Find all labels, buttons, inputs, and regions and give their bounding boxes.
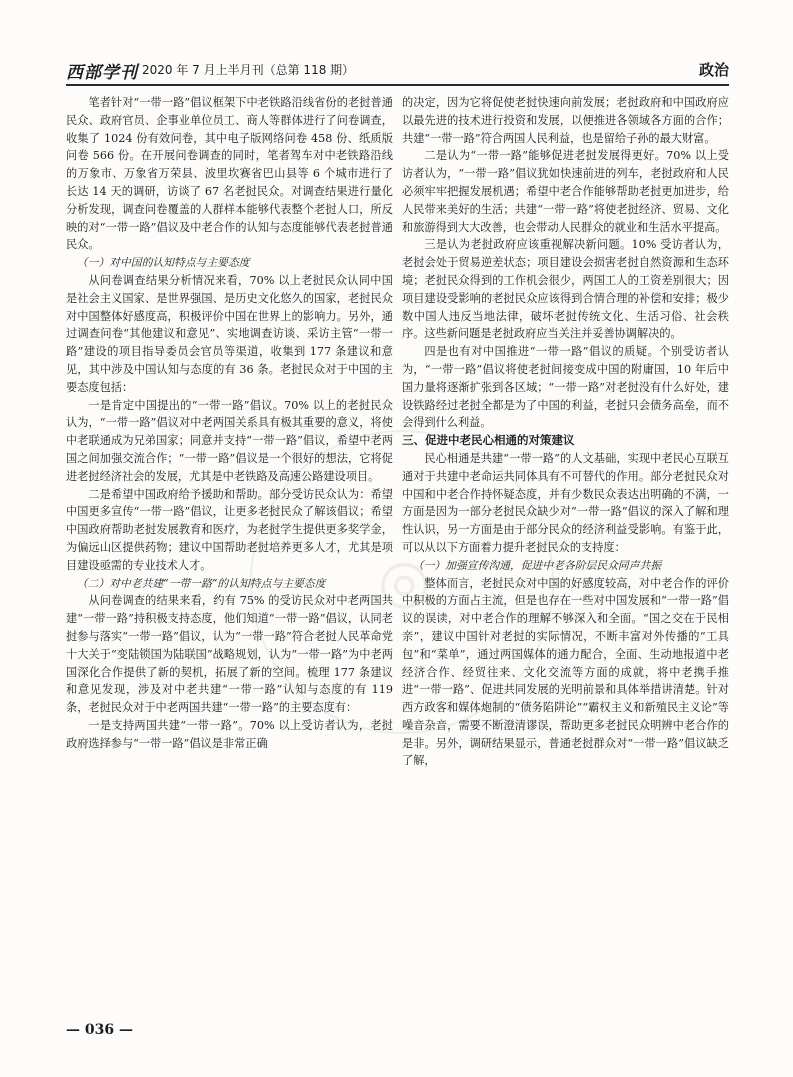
body-paragraph: 二是认为“一带一路”能够促进老挝发展得更好。70% 以上受访者认为，“一带一路”倡议犹如快速前进的列车，老挝政府和人民必须牢牢把握发展机遇；希望中老合作能够帮助老挝更加进步，给人民带来美好的生活；共建“一带一路”将使老挝经济、贸易、文化和旅游得到大大改善，也会带动人民群众的就业和生活水平提高。: [402, 149, 729, 234]
subsection-heading: （一）加强宣传沟通，促进中老各阶层民众同声共振: [412, 558, 662, 572]
subsection-heading: （一）对中国的认知特点与主要态度: [76, 256, 250, 270]
issue-info: 2020 年 7 月上半月刊（总第 118 期）: [142, 63, 355, 77]
header-rule: [66, 84, 729, 86]
body-paragraph: 三是认为老挝政府应该重视解决新问题。10% 受访者认为，老挝会处于贸易逆差状态；项目建设会损害老挝自然资源和生态环境；老挝民众得到的工作机会很少，两国工人的工资差别很大；因项目建设受影响的老挝民众应该得到合情合理的补偿和安排；极少数中国人违反当地法律，破坏老挝传统文化、生活习俗、社会秩序。这些新问题是老挝政府应当关注并妥善协调解决的。: [402, 238, 729, 341]
subsection-heading: （二）对中老共建“一带一路”的认知特点与主要态度: [76, 576, 326, 590]
section-label: 政治: [698, 61, 729, 79]
journal-logo: 西部学刊: [66, 63, 138, 83]
page-number: — 036 —: [66, 1022, 133, 1038]
body-paragraph: 整体而言，老挝民众对中国的好感度较高，对中老合作的评价中积极的方面占主流，但是也存在一些对中国发展和“一带一路”倡议的误读，对中老合作的理解不够深入和全面。“国之交在于民相亲”，建议中国针对老挝的实际情况，不断丰富对外传播的“工具包”和“菜单”，通过两国媒体的通力配合，全面、生动地报道中老经济合作、经贸往来、文化交流等方面的成就，将中老携手推进“一带一路”、促进共同发展的光明前景和具体举措讲清楚。针对西方政客和媒体炮制的“债务陷阱论”“霸权主义和新殖民主义论”等噪音杂音，需要不断澄清谬误，帮助更多老挝民众明辨中老合作的是非。另外，调研结果显示，普通老挝群众对“一带一路”倡议缺乏了解，: [402, 576, 729, 768]
body-paragraph: 四是也有对中国推进“一带一路”倡议的质疑。个别受访者认为，“一带一路”倡议将使老挝间接变成中国的附庸国，10 年后中国力量将逐渐扩张到各区域；“一带一路”对老挝没有什么好处，建设铁路经过老挝全都是为了中国的利益，老挝只会债务高垒，而不会得到什么利益。: [402, 345, 729, 430]
left-column: [66, 94, 393, 1024]
right-column: [402, 94, 729, 1024]
page-header: [66, 58, 729, 82]
body-paragraph: 从问卷调查的结果来看，约有 75% 的受访民众对中老两国共建“一带一路”持积极支持态度，他们知道“一带一路”倡议，认同老挝参与落实“一带一路”倡议，认为“一带一路”符合老挝人民革命党十大关于“变陆锁国为陆联国”战略规划，认为“一带一路”为中老两国深化合作提供了新的契机，拓展了新的空间。梳理 177 条建议和意见发现，涉及对中老共建“一带一路”认知与态度的有 119 条，老挝民众对于中老两国共建“一带一路”的主要态度有：: [66, 594, 393, 715]
body-paragraph: 民心相通是共建“一带一路”的人文基础，实现中老民心互联互通对于共建中老命运共同体具有不可替代的作用。部分老挝民众对中国和中老合作持怀疑态度，并有少数民众表达出明确的不满，一方面是因为一部分老挝民众缺少对“一带一路”倡议的深入了解和理性认识，另一方面是由于部分民众的经济利益受影响。有鉴于此，可以从以下方面着力提升老挝民众的支持度：: [402, 451, 729, 554]
body-paragraph: 的决定，因为它将促使老挝快速向前发展；老挝政府和中国政府应以最先进的技术进行投资和发展，以便推进各领域各方面的合作；共建“一带一路”符合两国人民利益，也是留给子孙的最大财富。: [402, 96, 729, 145]
body-paragraph: 从问卷调查结果分析情况来看，70% 以上老挝民众认同中国是社会主义国家、是世界强国、是历史文化悠久的国家，老挝民众对中国整体好感度高，积极评价中国在世界上的影响力。另外，通过调查问卷“其他建议和意见”、实地调查访谈、采访主管“一带一路”建设的项目指导委员会官员等渠道，收集到 177 条建议和意见，其中涉及中国认知与态度的有 36 条。老挝民众对于中国的主要态度包括：: [66, 273, 393, 394]
body-paragraph: 笔者针对“一带一路”倡议框架下中老铁路沿线省份的老挝普通民众、政府官员、企事业单位员工、商人等群体进行了问卷调查，收集了 1024 份有效问卷，其中电子版网络问卷 458 份、纸质版问卷 566 份。在开展问卷调查的同时，笔者驾车对中老铁路沿线的万象市、万象省万荣县、波里坎赛省巴山县等 6 个城市进行了长达 14 天的调研，访谈了 67 名老挝民众。对调查结果进行量化分析发现，调查问卷覆盖的人群样本能够代表整个老挝人口，所反映的对“一带一路”倡议及中老合作的认知与态度能够代表老挝普通民众。: [66, 96, 393, 252]
body-paragraph: 二是希望中国政府给予援助和帮助。部分受访民众认为：希望中国更多宣传“一带一路”倡议，让更多老挝民众了解该倡议；希望中国政府帮助老挝发展教育和医疗，为老挝学生提供更多奖学金，为偏远山区提供药物；建议中国帮助老挝培养更多人才，尤其是项目建设亟需的专业技术人才。: [66, 487, 393, 572]
body-paragraph: 一是支持两国共建“一带一路”。70% 以上受访者认为，老挝政府选择参与“一带一路”倡议是非常正确: [66, 718, 393, 750]
section-heading: 三、促进中老民心相通的对策建议: [402, 433, 575, 448]
body-paragraph: 一是肯定中国提出的“一带一路”倡议。70% 以上的老挝民众认为，“一带一路”倡议对中老两国关系具有极其重要的意义，将使中老联通成为兄弟国家；同意并支持“一带一路”倡议，希望中老两国之间加强交流合作；“一带一路”倡议是一个很好的想法，它将促进老挝经济社会的发展，尤其是中老铁路及高速公路建设项目。: [66, 398, 393, 483]
watermark-stamp: ◎: [194, 374, 609, 789]
